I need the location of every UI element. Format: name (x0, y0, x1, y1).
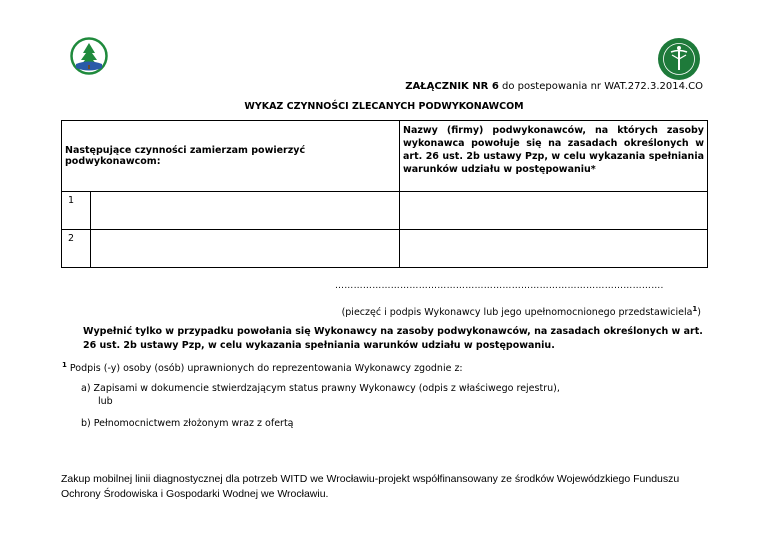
activity-cell[interactable] (91, 230, 400, 268)
project-footer: Zakup mobilnej linii diagnostycznej dla potrzeb WITD we Wrocławiu-projekt współfinansowany ze środków Wojewódzkiego Funduszu Ochrony Środowiska i Gospodarki Wodnej we Wrocławiu. (61, 473, 680, 500)
footnote-marker: 1 (62, 361, 67, 369)
subcontractor-cell[interactable] (400, 192, 708, 230)
signature-footnote-marker: 1 (692, 305, 698, 313)
footnote-item-b: b) Pełnomocnictwem złożonym wraz z ofertą (81, 418, 294, 429)
activity-cell[interactable] (91, 192, 400, 230)
row-number: 1 (62, 192, 91, 230)
document-title: WYKAZ CZYNNOŚCI ZLECANYCH PODWYKONAWCOM (244, 101, 524, 112)
footnote (62, 361, 463, 374)
subcontractor-cell[interactable] (400, 230, 708, 268)
subcontractors-column-header: Nazwy (firmy) podwykonawców, na których zasoby wykonawca powołuje się na zasadach określonych w art. 26 ust. 2b ustawy Pzp, w celu wykazania spełniania warunków udziału w postępowaniu* (400, 121, 708, 192)
annex-text: do postepowania nr WAT.272.3.2014.CO (501, 81, 703, 92)
usage-note: Wypełnić tylko w przypadku powołania się Wykonawcy na zasoby podwykonawców, na zasadach określonych w art. 26 ust. 2b ustawy Pzp, w celu wykazania spełniania warunków udziału w postępowaniu. (83, 326, 703, 351)
annex-label: ZAŁĄCZNIK NR 6 (405, 81, 499, 92)
institution-seal-icon (657, 37, 701, 81)
table-header-row (62, 121, 708, 192)
footnote-item-a-text: a) Zapisami w dokumencie stwierdzającym status prawny Wykonawcy (odpis z właściwego rejestru), (81, 383, 560, 394)
footnote-item-a-cont: lub (98, 396, 113, 407)
row-number: 2 (62, 230, 91, 268)
signature-caption-text: (pieczęć i podpis Wykonawcy lub jego upełnomocnionego przedstawiciela (341, 307, 693, 319)
footnote-item-a (81, 382, 560, 408)
table-row (62, 192, 708, 230)
signature-line: ……………………………………………………………………………………………. (335, 281, 664, 291)
signature-caption-end: ) (697, 307, 701, 319)
signature-caption (342, 305, 701, 318)
table-row (62, 230, 708, 268)
wfos-logo-icon (70, 37, 108, 75)
activities-column-header: Następujące czynności zamierzam powierzyć podwykonawcom: (62, 121, 400, 192)
subcontracting-table (61, 120, 708, 268)
annex-reference (0, 81, 703, 92)
footnote-text: Podpis (-y) osoby (osób) uprawnionych do reprezentowania Wykonawcy zgodnie z: (69, 363, 463, 375)
